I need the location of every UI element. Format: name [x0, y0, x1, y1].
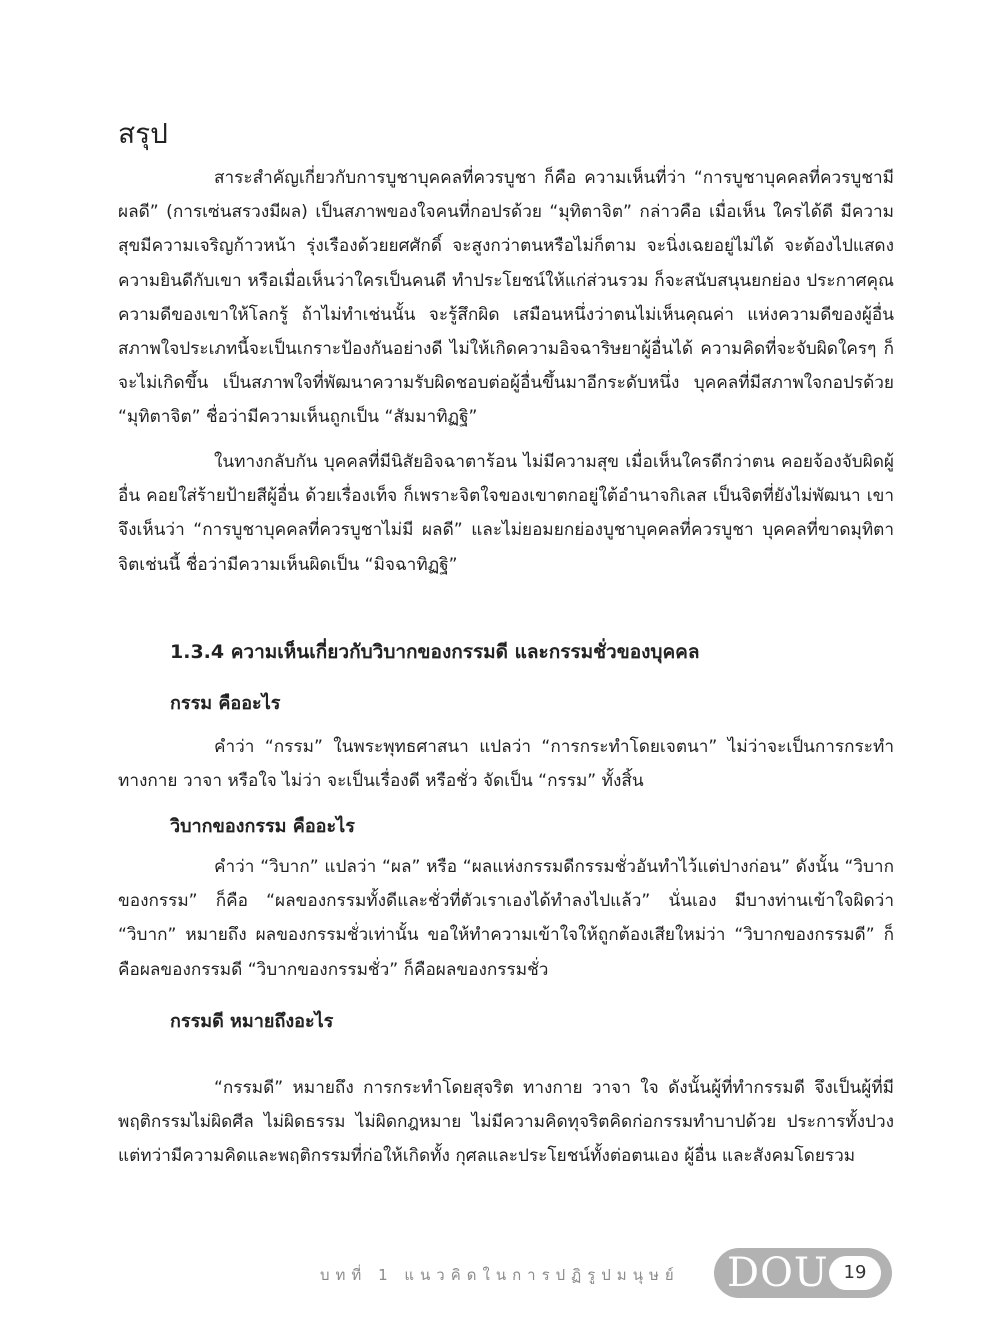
subsection-text-karma: คำว่า “กรรม” ในพระพุทธศาสนา แปลว่า “การกระทำโดยเจตนา” ไม่ว่าจะเป็นการกระทำทางกาย วาจา หรือใจ ไม่ว่า จะเป็นเรื่องดี หรือชั่ว จัดเป็น “กรรม” ทั้งสิ้น — [118, 737, 894, 792]
subsection-heading-good-karma: กรรมดี หมายถึงอะไร — [170, 1011, 334, 1032]
dou-logo: DOU — [727, 1250, 829, 1296]
summary-heading: สรุป — [118, 117, 168, 150]
page-number: 19 — [829, 1256, 881, 1290]
subsection-heading-karma: กรรม คืออะไร — [170, 693, 281, 714]
section-heading: 1.3.4 ความเห็นเกี่ยวกับวิบากของกรรมดี และกรรมชั่วของบุคคล — [170, 641, 700, 663]
subsection-text-vipaka: คำว่า “วิบาก” แปลว่า “ผล” หรือ “ผลแห่งกรรมดีกรรมชั่วอันทำไว้แต่ปางก่อน” ดังนั้น “วิบากของกรรม” ก็คือ “ผลของกรรมทั้งดีและชั่วที่ตัวเราเองได้ทำลงไปแล้ว” นั่นเอง มีบางท่านเข้าใจผิดว่า “วิบาก” หมายถึง ผลของกรรมชั่วเท่านั้น ขอให้ทำความเข้าใจให้ถูกต้องเสียใหม่ว่า “วิบากของกรรมดี” ก็คือผลของกรรมดี “วิบากของกรรมชั่ว” ก็คือผลของกรรมชั่ว — [118, 857, 894, 980]
subsection-heading-vipaka: วิบากของกรรม คืออะไร — [170, 816, 355, 837]
summary-paragraph-2: ในทางกลับกัน บุคคลที่มีนิสัยอิจฉาตาร้อน ไม่มีความสุข เมื่อเห็นใครดีกว่าตน คอยจ้องจับผิดผู้อื่น คอยใส่ร้ายป้ายสีผู้อื่น ด้วยเรื่องเท็จ ก็เพราะจิตใจของเขาตกอยู่ใต้อำนาจกิเลส เป็นจิตที่ยังไม่พัฒนา เขาจึงเห็นว่า “การบูชาบุคคลที่ควรบูชาไม่มี ผลดี” และไม่ยอมยกย่องบูชาบุคคลที่ควรบูชา บุคคลที่ขาดมุทิตาจิตเช่นนี้ ชื่อว่ามีความเห็นผิดเป็น “มิจฉาทิฏฐิ” — [118, 452, 894, 575]
summary-paragraph-1: สาระสำคัญเกี่ยวกับการบูชาบุคคลที่ควรบูชา ก็คือ ความเห็นที่ว่า “การบูชาบุคคลที่ควรบูชามีผลดี” (การเซ่นสรวงมีผล) เป็นสภาพของใจคนที่กอปรด้วย “มุทิตาจิต” กล่าวคือ เมื่อเห็น ใครได้ดี มีความสุขมีความเจริญก้าวหน้า รุ่งเรืองด้วยยศศักดิ์ จะสูงกว่าตนหรือไม่ก็ตาม จะนิ่งเฉยอยู่ไม่ได้ จะต้องไปแสดงความยินดีกับเขา หรือเมื่อเห็นว่าใครเป็นคนดี ทำประโยชน์ให้แก่ส่วนรวม ก็จะสนับสนุนยกย่อง ประกาศคุณความดีของเขาให้โลกรู้ ถ้าไม่ทำเช่นนั้น จะรู้สึกผิด เสมือนหนึ่งว่าตนไม่เห็นคุณค่า แห่งความดีของผู้อื่น สภาพใจประเภทนี้จะเป็นเกราะป้องกันอย่างดี ไม่ให้เกิดความอิจฉาริษยาผู้อื่นได้ ความคิดที่จะจับผิดใครๆ ก็จะไม่เกิดขึ้น เป็นสภาพใจที่พัฒนาความรับผิดชอบต่อผู้อื่นขึ้นมาอีกระดับหนึ่ง บุคคลที่มีสภาพใจกอปรด้วย “มุทิตาจิต” ชื่อว่ามีความเห็นถูกเป็น “สัมมาทิฏฐิ” — [118, 168, 894, 428]
footer-chapter-title: บทที่ 1 แนวคิดในการปฏิรูปมนุษย์ — [320, 1266, 680, 1284]
subsection-text-good-karma: “กรรมดี” หมายถึง การกระทำโดยสุจริต ทางกาย วาจา ใจ ดังนั้นผู้ที่ทำกรรมดี จึงเป็นผู้ที่มีพฤติกรรมไม่ผิดศีล ไม่ผิดธรรม ไม่ผิดกฎหมาย ไม่มีความคิดทุจริตคิดก่อกรรมทำบาปด้วย ประการทั้งปวง แต่ทว่ามีความคิดและพฤติกรรมที่ก่อให้เกิดทั้ง กุศลและประโยชน์ทั้งต่อตนเอง ผู้อื่น และสังคมโดยรวม — [118, 1078, 894, 1167]
